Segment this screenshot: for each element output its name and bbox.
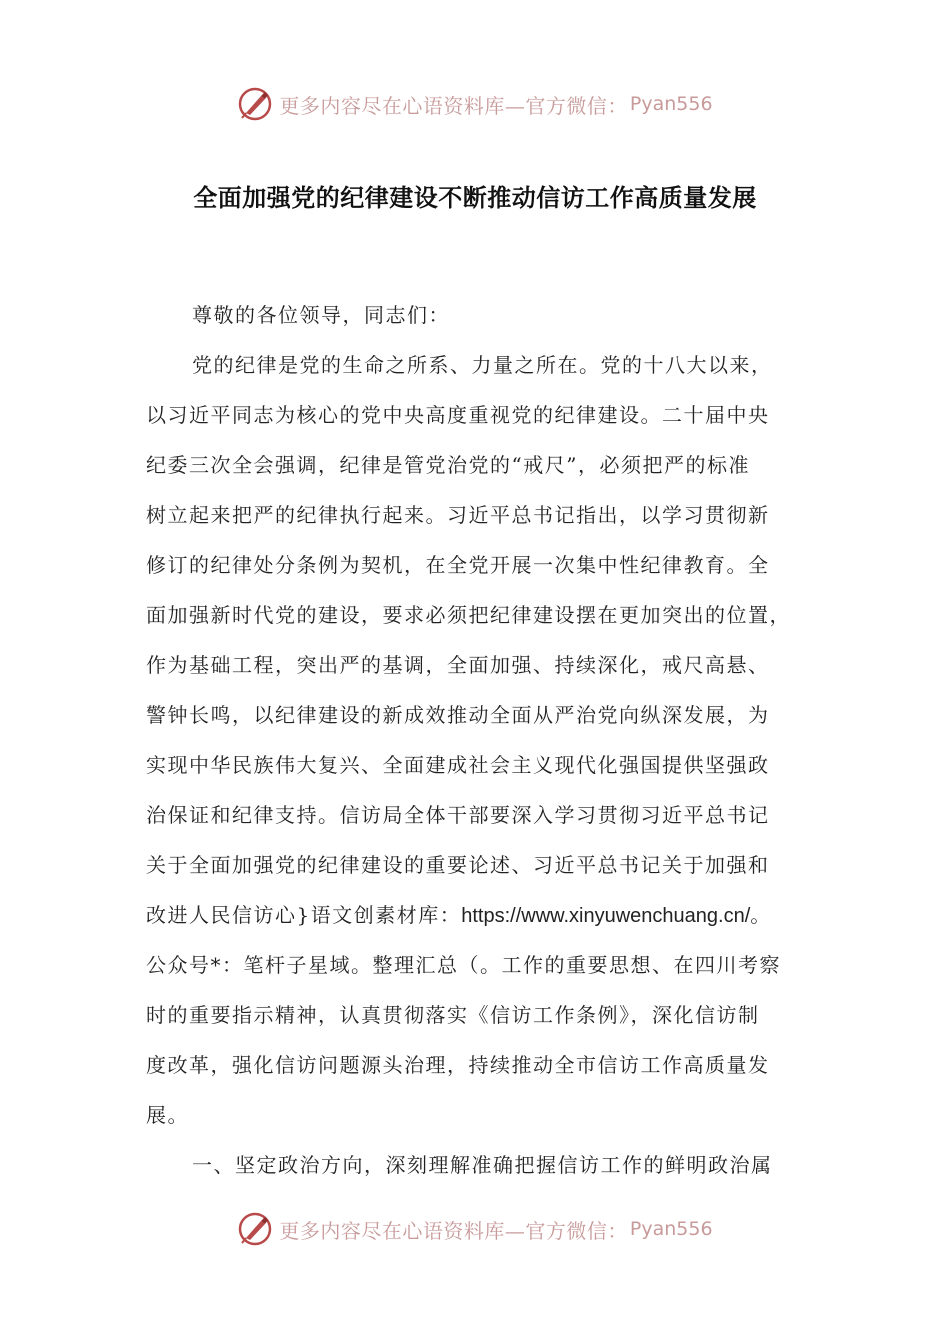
paragraph-line: 治保证和纪律支持。信访局全体干部要深入学习贯彻习近平总书记 (146, 803, 770, 827)
watermark-text: 更多内容尽在心语资料库—官方微信： (279, 93, 628, 118)
paragraph-line: 作为基础工程，突出严的基调，全面加强、持续深化，戒尺高悬、 (146, 653, 770, 677)
watermark-text: 更多内容尽在心语资料库—官方微信： (279, 1218, 628, 1243)
paragraph-line: 实现中华民族伟大复兴、全面建成社会主义现代化强国提供坚强政 (146, 753, 770, 777)
paragraph-line: 以习近平同志为核心的党中央高度重视党的纪律建设。二十届中央 (146, 403, 770, 427)
paragraph-line: 面加强新时代党的建设，要求必须把纪律建设摆在更加突出的位置， (146, 603, 791, 627)
section-heading-line: 一、坚定政治方向，深刻理解准确把握信访工作的鲜明政治属 (192, 1153, 773, 1177)
line-prefix: 改进人民信访心}语文创素材库： (146, 903, 462, 927)
document-body (146, 290, 806, 1190)
pen-nib-logo-icon (237, 1211, 273, 1247)
watermark-wechat-id: Pyan556 (629, 1218, 713, 1240)
watermark-banner-bottom (0, 1207, 950, 1251)
watermark-wechat-id: Pyan556 (629, 93, 713, 115)
paragraph-line: 公众号*：笔杆子星域。整理汇总（。工作的重要思想、在四川考察 (146, 953, 781, 977)
line-suffix: 。 (750, 903, 772, 927)
paragraph-line: 树立起来把严的纪律执行起来。习近平总书记指出，以学习贯彻新 (146, 503, 770, 527)
paragraph-line: 关于全面加强党的纪律建设的重要论述、习近平总书记关于加强和 (146, 853, 770, 877)
paragraph-line: 党的纪律是党的生命之所系、力量之所在。党的十八大以来， (192, 353, 773, 377)
paragraph-line: 纪委三次全会强调，纪律是管党治党的“戒尺”，必须把严的标准 (146, 453, 750, 477)
paragraph-line: 度改革，强化信访问题源头治理，持续推动全市信访工作高质量发 (146, 1053, 770, 1077)
pen-nib-logo-icon (237, 86, 273, 122)
salutation: 尊敬的各位领导，同志们： (192, 303, 450, 327)
paragraph-line: 时的重要指示精神，认真贯彻落实《信访工作条例》，深化信访制 (146, 1003, 760, 1027)
document-title: 全面加强党的纪律建设不断推动信访工作高质量发展 (193, 184, 757, 212)
source-url-link[interactable]: https://www.xinyuwenchuang.cn/ (461, 905, 751, 927)
paragraph-line-with-url (146, 890, 806, 940)
paragraph-line: 修订的纪律处分条例为契机，在全党开展一次集中性纪律教育。全 (146, 553, 770, 577)
paragraph-line: 警钟长鸣，以纪律建设的新成效推动全面从严治党向纵深发展，为 (146, 703, 770, 727)
watermark-banner-top (0, 82, 950, 126)
paragraph-line: 展。 (146, 1103, 189, 1127)
